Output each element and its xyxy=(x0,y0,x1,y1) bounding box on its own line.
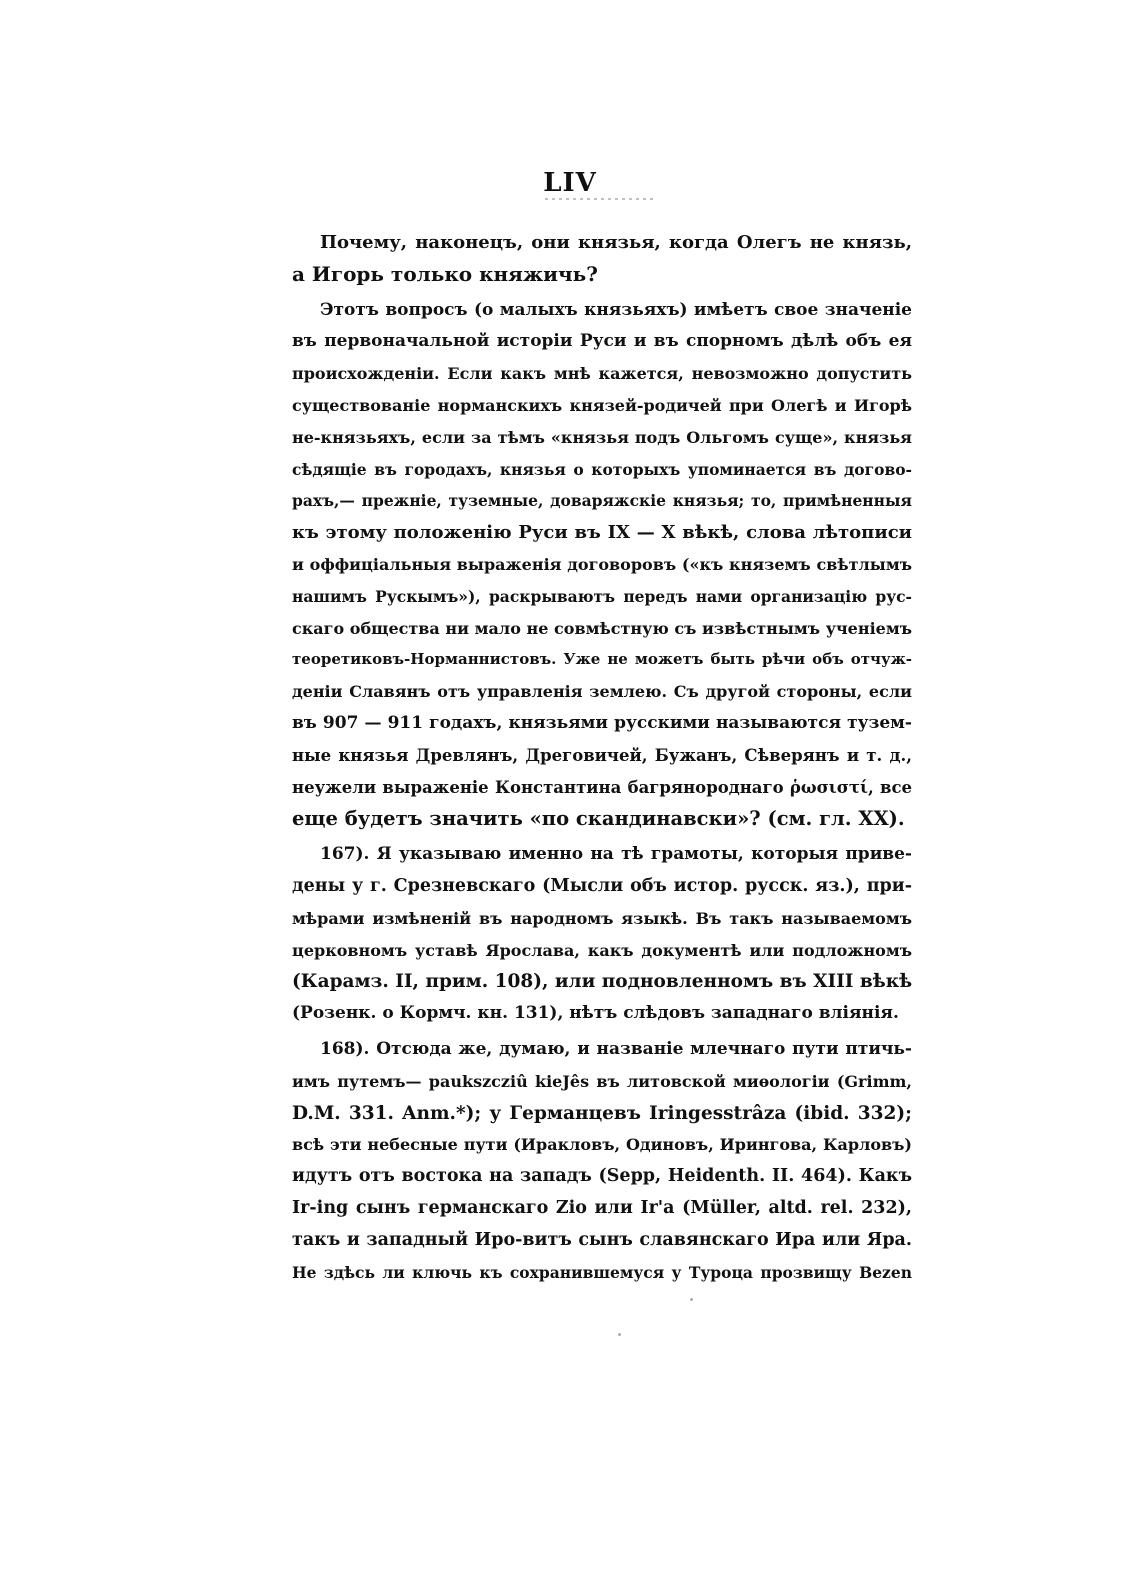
text-line: дены у г. Срезневскаго (Мысли объ истор. русск. яз.), при- xyxy=(292,875,912,896)
text-line: въ 907 — 911 годахъ, князьями русскими называются тузем- xyxy=(292,712,912,733)
text-line: въ первоначальной исторiи Руси и въ спорномъ дѣлѣ объ ея xyxy=(292,331,912,352)
text-line: такъ и западный Иро-витъ сынъ славянскаго Ира или Яра. xyxy=(292,1229,912,1250)
text-line: ные князья Древлянъ, Дреговичей, Бужанъ, Сѣверянъ и т. д., xyxy=(292,745,912,765)
body-text xyxy=(292,227,912,1288)
paragraph xyxy=(292,295,912,836)
text-line: существованiе норманскихъ князей-родичей при Олегѣ и Игорѣ xyxy=(292,395,912,415)
text-line: имъ путемъ— paukszcziû kieJês въ литовской миѳологiи (Grimm, xyxy=(292,1071,912,1091)
scan-speck xyxy=(618,1333,621,1336)
paragraph xyxy=(292,1034,912,1288)
paragraph xyxy=(292,839,912,1030)
text-line: неужели выраженiе Константина багрянороднаго ῥωσιστί, все xyxy=(292,777,912,797)
text-line: 167). Я указываю именно на тѣ грамоты, которыя приве- xyxy=(320,844,912,865)
text-line: церковномъ уставѣ Ярослава, какъ документѣ или подложномъ xyxy=(292,940,912,960)
text-line: не-князьяхъ, если за тѣмъ «князья подъ Ольгомъ суще», князья xyxy=(292,427,912,447)
text-line: (Карамз. II, прим. 108), или подновленномъ въ XIII вѣкѣ xyxy=(292,971,912,993)
text-line: скаго общества ни мало не совмѣстную съ извѣстнымъ ученiемъ xyxy=(292,618,912,638)
header-rule xyxy=(545,198,655,200)
text-line: мѣрами измѣненiй въ народномъ языкѣ. Въ такъ называемомъ xyxy=(292,908,912,928)
text-line: еще будетъ значить «по скандинавски»? (см. гл. XX). xyxy=(292,807,905,831)
text-line: 168). Отсюда же, думаю, и названiе млечнаго пути птичь- xyxy=(320,1038,912,1059)
text-line: Почему, наконецъ, они князья, когда Олегъ не князь, xyxy=(320,232,912,253)
text-line: идутъ отъ востока на западъ (Sepp, Heidenth. II. 464). Какъ xyxy=(292,1166,912,1187)
text-line: всѣ эти небесные пути (Иракловъ, Одиновъ, Ирингова, Карловъ) xyxy=(292,1135,912,1155)
text-line: D.M. 331. Anm.*); у Германцевъ Iringesstrâza (ibid. 332); xyxy=(292,1102,912,1124)
text-line: и оффицiальныя выраженiя договоровъ («къ княземъ свѣтлымъ xyxy=(292,554,912,574)
text-line: происхожденiи. Если какъ мнѣ кажется, невозможно допустить xyxy=(292,364,912,384)
page-number: LIV xyxy=(543,168,597,198)
text-line: Ir-ing сынъ германскаго Zio или Ir'a (Müller, altd. rel. 232), xyxy=(292,1197,912,1218)
text-line: Этотъ вопросъ (о малыхъ князьяхъ) имѣетъ свое значенiе xyxy=(320,299,912,320)
paragraph xyxy=(292,227,912,291)
text-line: денiи Славянъ отъ управленiя землею. Съ другой стороны, если xyxy=(292,682,912,702)
text-line: теоретиковъ-Норманнистовъ. Уже не можетъ быть рѣчи объ отчуж- xyxy=(292,650,912,669)
text-line: къ этому положенiю Руси въ IX — X вѣкѣ, слова лѣтописи xyxy=(292,522,912,544)
text-line: рахъ,— прежнiе, туземные, доваряжскiе князья; то, примѣненныя xyxy=(292,491,912,511)
text-line: а Игорь только княжичь? xyxy=(292,261,598,286)
text-line: сѣдящiе въ городахъ, князья о которыхъ упоминается въ догово- xyxy=(292,459,912,479)
text-line: (Розенк. о Кормч. кн. 131), нѣтъ слѣдовъ западнаго влiянiя. xyxy=(292,1003,899,1024)
scan-speck xyxy=(690,1298,693,1301)
text-line: Не здѣсь ли ключь къ сохранившемуся у Туроца прозвищу Bezen xyxy=(292,1262,912,1282)
text-line: нашимъ Рускымъ»), раскрываютъ передъ нами организацiю рус- xyxy=(292,586,912,606)
